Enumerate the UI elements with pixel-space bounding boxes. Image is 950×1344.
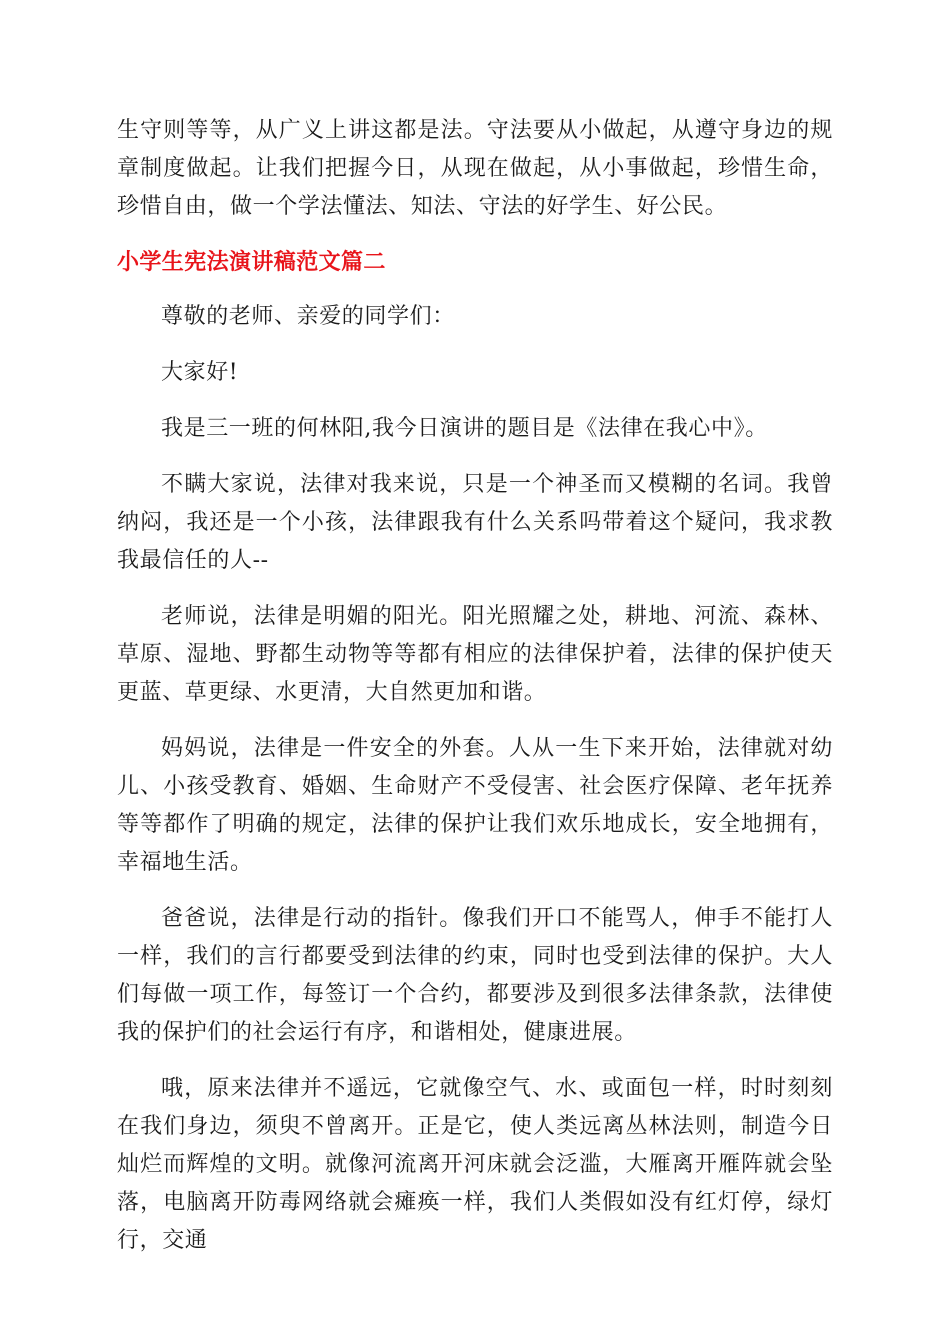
paragraph-teacher: 老师说，法律是明媚的阳光。阳光照耀之处，耕地、河流、森林、草原、湿地、野都生动物等等都有相应的法律保护着，法律的保护使天更蓝、草更绿、水更清，大自然更加和谐。 bbox=[117, 604, 833, 705]
document-body bbox=[117, 112, 833, 1278]
continued-paragraph: 生守则等等，从广义上讲这都是法。守法要从小做起，从遵守身边的规章制度做起。让我们把握今日，从现在做起，从小事做起，珍惜生命，珍惜自由，做一个学法懂法、知法、守法的好学生、好公民。 bbox=[117, 118, 833, 219]
paragraph-question: 不瞒大家说，法律对我来说，只是一个神圣而又模糊的名词。我曾纳闷，我还是一个小孩，法律跟我有什么关系吗带着这个疑问，我求教我最信任的人-- bbox=[117, 472, 833, 573]
section-title: 小学生宪法演讲稿范文篇二 bbox=[117, 250, 386, 275]
paragraph-father: 爸爸说，法律是行动的指针。像我们开口不能骂人，伸手不能打人一样，我们的言行都要受到法律的约束，同时也受到法律的保护。大人们每做一项工作，每签订一个合约，都要涉及到很多法律条款，法律使我的保护们的社会运行有序，和谐相处，健康进展。 bbox=[117, 906, 833, 1045]
paragraph-conclusion: 哦，原来法律并不遥远，它就像空气、水、或面包一样，时时刻刻在我们身边，须臾不曾离开。正是它，使人类远离丛林法则，制造今日灿烂而辉煌的文明。就像河流离开河床就会泛滥，大雁离开雁阵就会坠落，电脑离开防毒网络就会瘫痪一样，我们人类假如没有红灯停，绿灯行，交通 bbox=[117, 1076, 833, 1253]
paragraph-introduction: 我是三一班的何林阳,我今日演讲的题目是《法律在我心中》。 bbox=[161, 416, 768, 441]
paragraph-mother: 妈妈说，法律是一件安全的外套。人从一生下来开始，法律就对幼儿、小孩受教育、婚姻、生命财产不受侵害、社会医疗保障、老年抚养等等都作了明确的规定，法律的保护让我们欢乐地成长，安全地拥有，幸福地生活。 bbox=[117, 736, 833, 875]
paragraph-salutation: 尊敬的老师、亲爱的同学们： bbox=[161, 304, 455, 329]
paragraph-greeting: 大家好! bbox=[161, 360, 239, 385]
